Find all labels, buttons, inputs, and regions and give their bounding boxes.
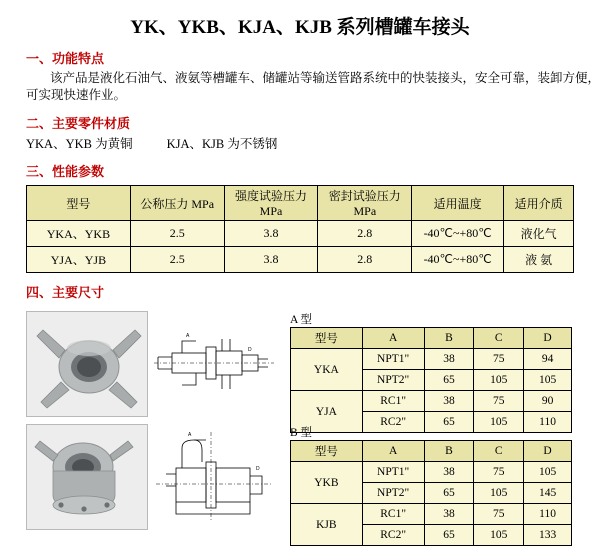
cell-b: 65 xyxy=(424,525,474,546)
column-header: 强度试验压力 MPa xyxy=(224,186,318,221)
cell-a: RC2" xyxy=(362,525,424,546)
material-brass: YKA、YKB 为黄铜 xyxy=(26,137,133,151)
cell-c: 75 xyxy=(474,349,524,370)
cell-d: 110 xyxy=(524,504,572,525)
column-header: 适用介质 xyxy=(504,186,574,221)
table-row xyxy=(27,247,574,273)
type-label-b: B 型 xyxy=(290,427,313,439)
coupling-drawing-b xyxy=(152,424,276,528)
svg-text:D: D xyxy=(256,466,260,472)
column-header: 型号 xyxy=(291,441,363,462)
cell-medium: 液化气 xyxy=(504,221,574,247)
cell-model: YKA、YKB xyxy=(27,221,131,247)
cell-c: 75 xyxy=(474,462,524,483)
cell-a: NPT2" xyxy=(362,483,424,504)
section-heading-material: 二、主要零件材质 xyxy=(26,116,131,131)
material-stainless: KJA、KJB 为不锈钢 xyxy=(166,137,278,151)
cell-c: 105 xyxy=(474,370,524,391)
cell-a: NPT2" xyxy=(362,370,424,391)
cell-model: YKB xyxy=(291,462,363,504)
cell-c: 75 xyxy=(474,504,524,525)
cell-b: 65 xyxy=(424,370,474,391)
section-heading-features: 一、功能特点 xyxy=(26,51,105,66)
table-header-row xyxy=(27,186,574,221)
cell-d: 90 xyxy=(524,391,572,412)
coupling-drawing-a xyxy=(152,311,276,415)
cell-b: 65 xyxy=(424,483,474,504)
cell-c: 75 xyxy=(474,391,524,412)
cell-b: 38 xyxy=(424,504,474,525)
cell-model: YJA、YJB xyxy=(27,247,131,273)
column-header: 适用温度 xyxy=(412,186,504,221)
features-text: 该产品是液化石油气、液氨等槽罐车、储罐站等输送管路系统中的快装接头，安全可靠，装卸方便，可实现快速作业。 xyxy=(26,71,600,102)
table-row xyxy=(291,504,572,525)
svg-text:A: A xyxy=(188,432,192,438)
cell-nominal-pressure: 2.5 xyxy=(130,221,224,247)
cell-c: 105 xyxy=(474,483,524,504)
cell-medium: 液 氨 xyxy=(504,247,574,273)
column-header: A xyxy=(362,328,424,349)
cell-a: RC1" xyxy=(362,504,424,525)
cell-d: 94 xyxy=(524,349,572,370)
coupling-photo-b xyxy=(26,424,148,530)
cell-nominal-pressure: 2.5 xyxy=(130,247,224,273)
column-header: C xyxy=(474,328,524,349)
column-header: 密封试验压力 MPa xyxy=(318,186,412,221)
cell-temperature: -40℃~+80℃ xyxy=(412,221,504,247)
type-label-a: A 型 xyxy=(290,314,313,326)
cell-model: YJA xyxy=(291,391,363,433)
dimensions-area xyxy=(0,307,600,557)
cell-b: 38 xyxy=(424,462,474,483)
cell-a: RC1" xyxy=(362,391,424,412)
performance-table xyxy=(26,185,574,273)
cell-strength-pressure: 3.8 xyxy=(224,221,318,247)
cell-seal-pressure: 2.8 xyxy=(318,247,412,273)
column-header: 型号 xyxy=(27,186,131,221)
svg-text:A: A xyxy=(186,333,190,339)
table-row xyxy=(291,349,572,370)
cell-b: 38 xyxy=(424,349,474,370)
table-header-row xyxy=(291,441,572,462)
cell-strength-pressure: 3.8 xyxy=(224,247,318,273)
section-heading-performance: 三、性能参数 xyxy=(26,164,105,179)
svg-text:D: D xyxy=(248,347,252,353)
table-row xyxy=(27,221,574,247)
cell-a: NPT1" xyxy=(362,462,424,483)
column-header: 型号 xyxy=(291,328,363,349)
table-row xyxy=(291,462,572,483)
cell-b: 65 xyxy=(424,412,474,433)
dimension-table-a xyxy=(290,327,572,433)
cell-c: 105 xyxy=(474,525,524,546)
cell-c: 105 xyxy=(474,412,524,433)
table-row xyxy=(291,391,572,412)
cell-d: 110 xyxy=(524,412,572,433)
cell-a: RC2" xyxy=(362,412,424,433)
table-header-row xyxy=(291,328,572,349)
column-header: C xyxy=(474,441,524,462)
cell-d: 105 xyxy=(524,370,572,391)
cell-b: 38 xyxy=(424,391,474,412)
cell-d: 145 xyxy=(524,483,572,504)
dimension-table-b xyxy=(290,440,572,546)
cell-seal-pressure: 2.8 xyxy=(318,221,412,247)
column-header: D xyxy=(524,328,572,349)
cell-model: YKA xyxy=(291,349,363,391)
cell-d: 105 xyxy=(524,462,572,483)
section-heading-dimensions: 四、主要尺寸 xyxy=(26,285,105,300)
cell-model: KJB xyxy=(291,504,363,546)
cell-a: NPT1" xyxy=(362,349,424,370)
coupling-photo-a xyxy=(26,311,148,417)
page-title: YK、YKB、KJA、KJB 系列槽罐车接头 xyxy=(130,17,470,38)
column-header: B xyxy=(424,441,474,462)
material-line xyxy=(26,134,600,152)
column-header: B xyxy=(424,328,474,349)
cell-temperature: -40℃~+80℃ xyxy=(412,247,504,273)
column-header: 公称压力 MPa xyxy=(130,186,224,221)
column-header: A xyxy=(362,441,424,462)
column-header: D xyxy=(524,441,572,462)
cell-d: 133 xyxy=(524,525,572,546)
